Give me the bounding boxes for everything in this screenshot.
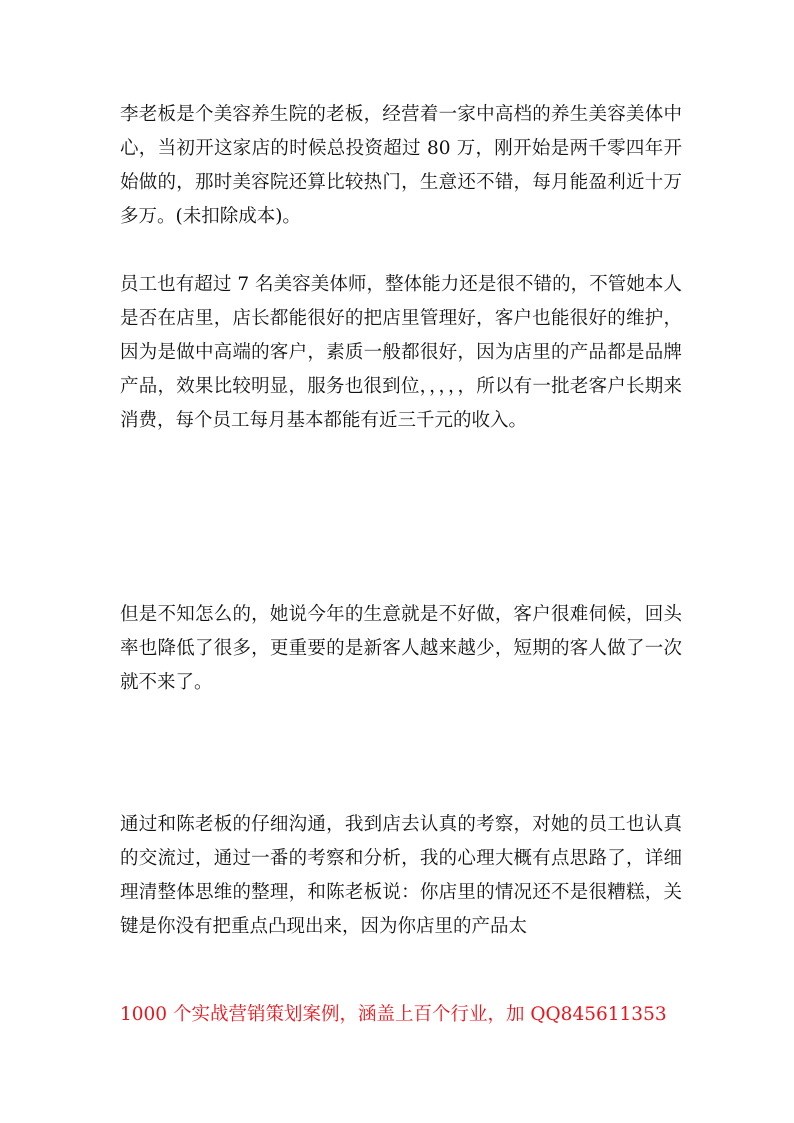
paragraph-1: 李老板是个美容养生院的老板，经营着一家中高档的养生美容美体中心，当初开这家店的时候总投资超过 80 万，刚开始是两千零四年开始做的，那时美容院还算比较热门，生意还不错，每月能盈利近十万多万。(未扣除成本)。 <box>120 104 682 227</box>
paragraph-2: 员工也有超过 7 名美容美体师，整体能力还是很不错的，不管她本人是否在店里，店长都能很好的把店里管理好，客户也能很好的维护，因为是做中高端的客户，素质一般都很好，因为店里的产品都是品牌产品，效果比较明显，服务也很到位，，，，，所以有一批老客户长期来消费，每个员工每月基本都能有近三千元的收入。 <box>120 274 682 431</box>
footer-promo-note: 1000 个实战营销策划案例，涵盖上百个行业，加 QQ845611353 <box>120 1004 667 1025</box>
paragraph-4: 通过和陈老板的仔细沟通，我到店去认真的考察，对她的员工也认真的交流过，通过一番的考察和分析，我的心理大概有点思路了，详细理清整体思维的整理，和陈老板说：你店里的情况还不是很糟糕，关键是你没有把重点凸现出来，因为你店里的产品太 <box>120 814 682 937</box>
paragraph-3: 但是不知怎么的，她说今年的生意就是不好做，客户很难伺候，回头率也降低了很多，更重要的是新客人越来越少，短期的客人做了一次就不来了。 <box>120 604 682 693</box>
